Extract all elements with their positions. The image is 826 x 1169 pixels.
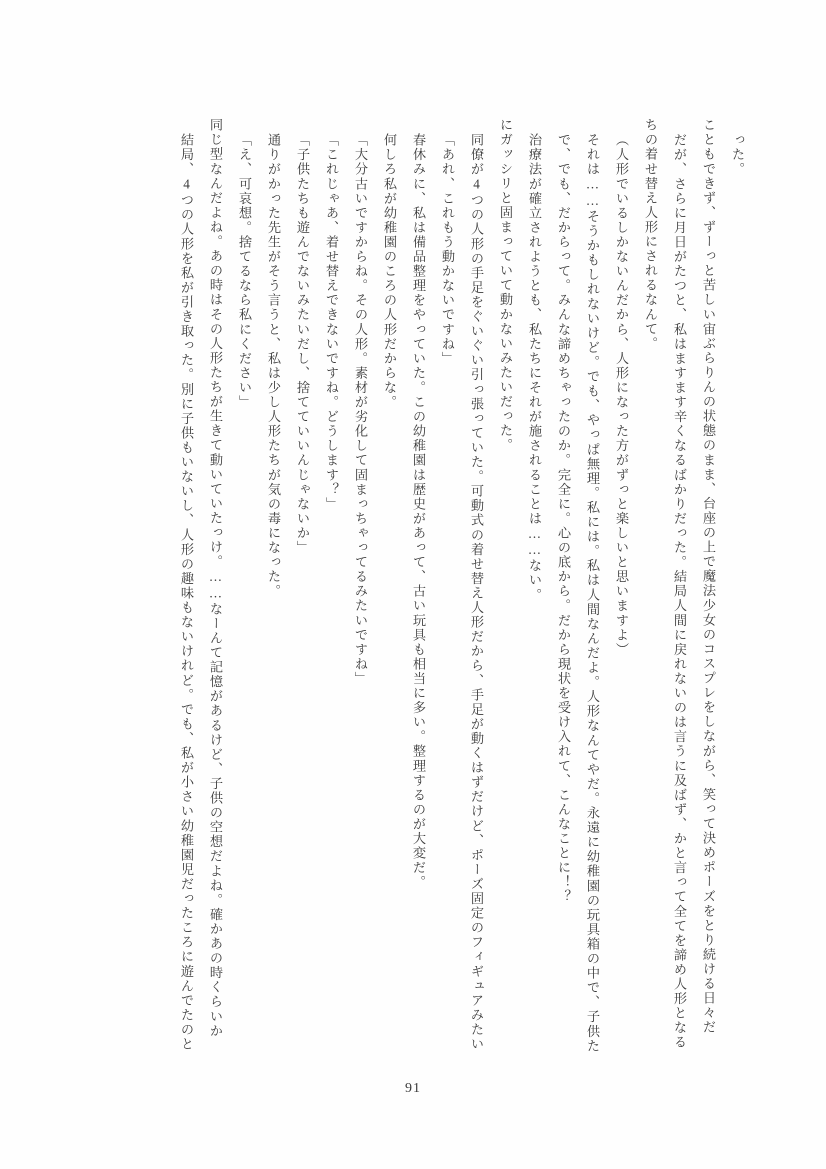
text-line: 「子供たちも遊んでないみたいだし、捨てていいんじゃないか」 [295, 133, 310, 555]
text-line: 「あれ、これもう動かないですね」 [440, 133, 455, 366]
text-line: ちの着せ替え人形にされるなんて。 [643, 118, 658, 351]
text-line: 通りがかった先生がそう言うと、私は少し人形たちが気の毒になった。 [266, 133, 281, 599]
text-line: （人形でいるしかないんだから、人形になった方がずっと楽しいと思いますよ） [614, 133, 629, 657]
vertical-text-block [110, 118, 752, 1054]
text-line: 治療法が確立されようとも、私たちにそれが施されることは……ない。 [527, 133, 542, 603]
text-line: 「これじゃあ、着せ替えできないですね。どうします？」 [324, 133, 339, 512]
text-line: 結局、4つの人形を私が引き取った。別に子供もいないし、人形の趣味もないけれど。でも、私が小さい幼稚園児だったころに遊んでたのと [179, 133, 194, 1052]
text-line: だが、さらに月日がたつと、私はますます辛くなるばかりだった。結局人間に戻れないのは言うに及ばず、かと言って全てを諦め人形となる [672, 133, 687, 1050]
text-line: で、でも、だからって。みんな諦めちゃったのか。完全に。心の底から。だから現状を受け入れて、こんなことに！？ [556, 133, 571, 905]
text-line: こともできず、ずーっと苦しい宙ぶらりんの状態のまま、台座の上で魔法少女のコスプレをしながら、笑って決めポーズをとり続ける日々だ [701, 118, 716, 1035]
text-line: それは……そうかもしれないけど。でも、やっぱ無理。私には。私は人間なんだよ。人形なんてやだ。永遠に幼稚園の玩具箱の中で、子供た [585, 133, 600, 1054]
text-line: 「大分古いですからね。その人形。素材が劣化して固まっちゃってるみたいですね」 [353, 133, 368, 686]
text-line: 同じ型なんだよね。あの時はその人形たちが生きて動いていたっけ。……なーんて記憶があるけど、子供の空想だよね。確かあの時くらいか [208, 118, 223, 1039]
text-line: にガッシリと固まっていて動かないみたいだった。 [498, 118, 513, 453]
text-line: 「え、可哀想。捨てるなら私にください」 [237, 133, 252, 410]
text-line: 同僚が4つの人形の手足をぐいぐい引っ張っていた。可動式の着せ替え人形だから、手足が動くはずだけど、ポーズ固定のフィギュアみたい [469, 133, 484, 1052]
text-line: 春休みに、私は備品整理をやっていた。この幼稚園は歴史があって、古い玩具も相当に多い。整理するのが大変だ。 [411, 133, 426, 890]
text-line: った。 [730, 133, 745, 177]
page-number: 91 [405, 1081, 421, 1096]
text-line: 何しろ私が幼稚園のころの人形だからな。 [382, 133, 397, 410]
